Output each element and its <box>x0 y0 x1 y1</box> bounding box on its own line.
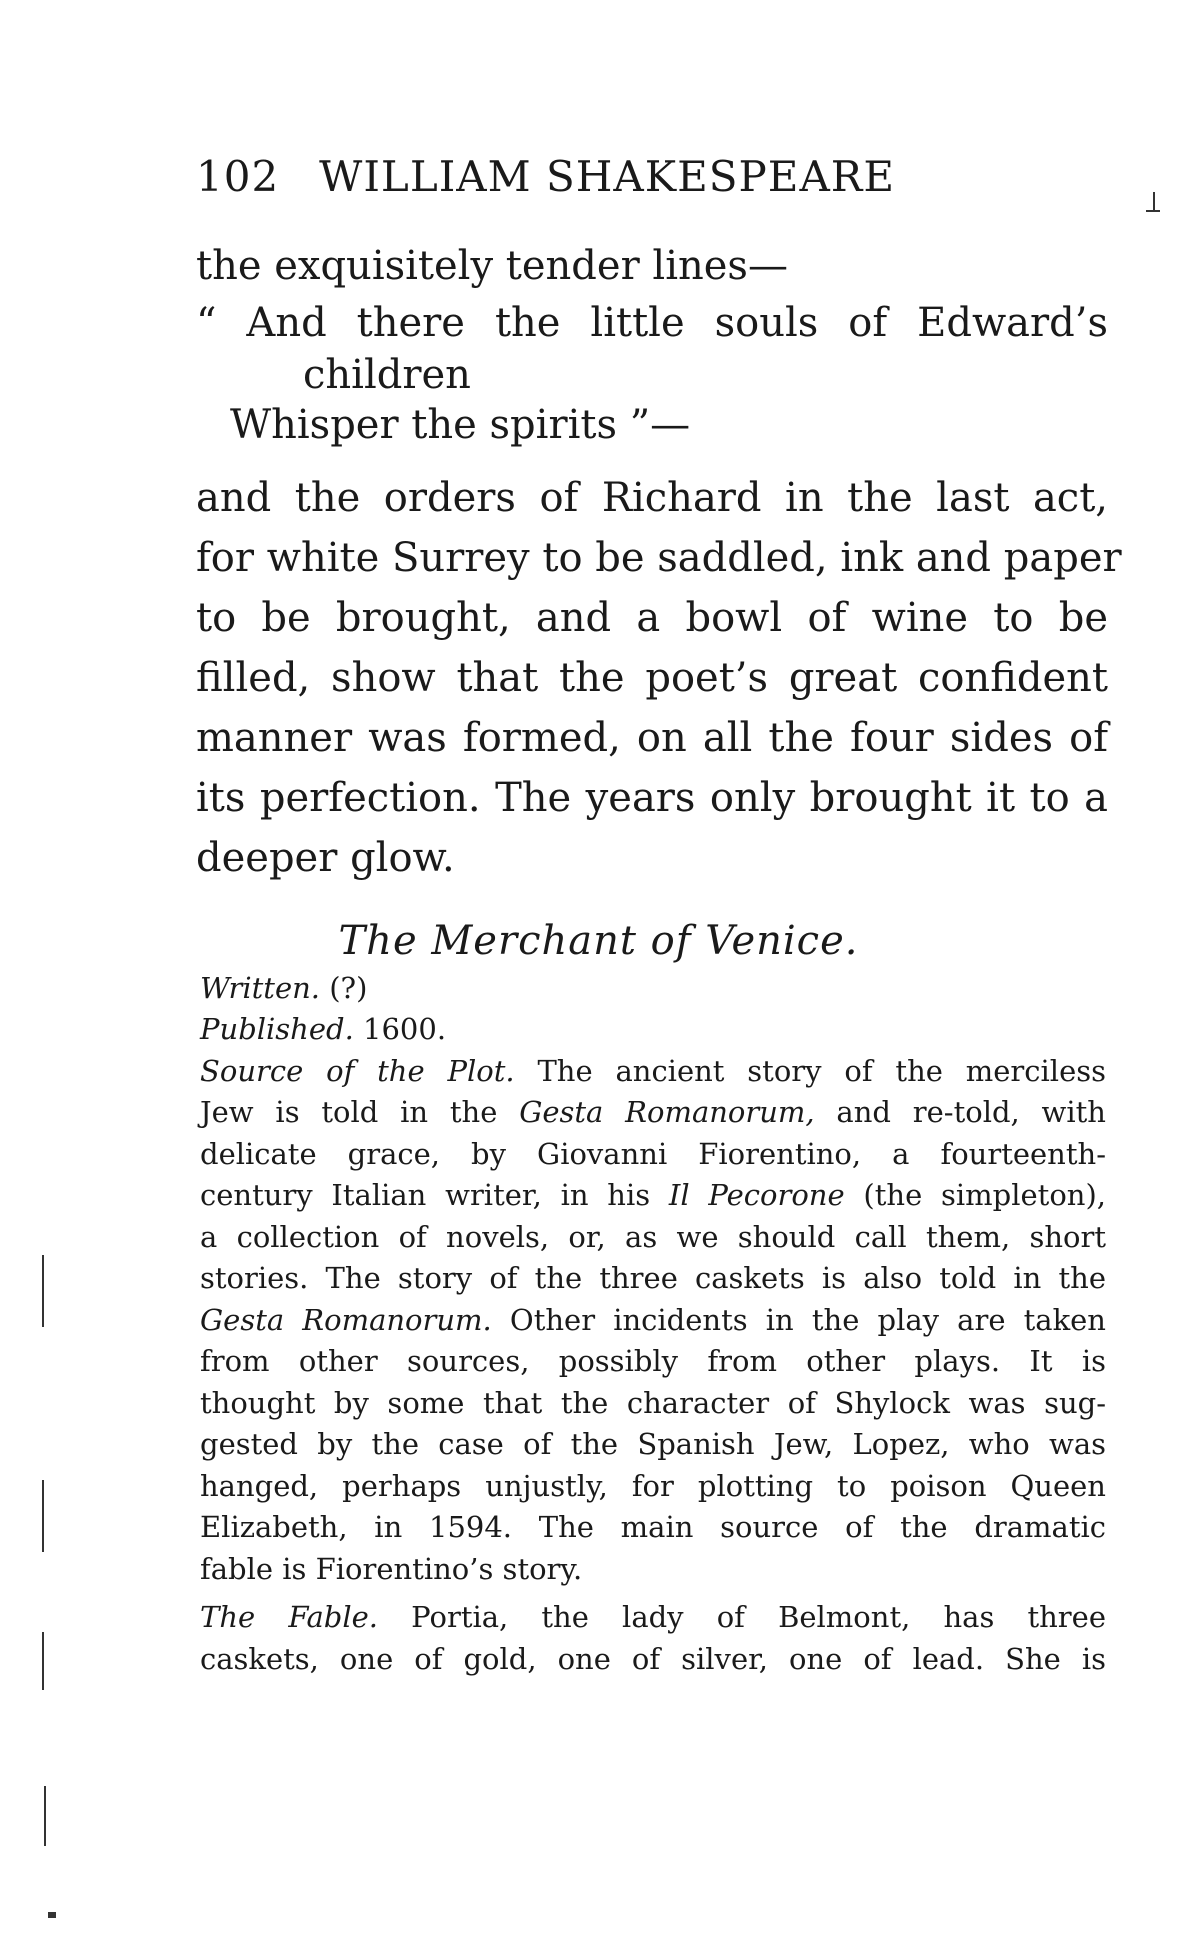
section-title: The Merchant of Venice. <box>338 918 859 964</box>
source-line: Source of the Plot. The ancient story of the merciless <box>200 1054 1106 1088</box>
source-label: Source of the Plot. <box>200 1054 515 1088</box>
para-line: for white Surrey to be saddled, ink and paper <box>196 535 1122 581</box>
fable-line: caskets, one of gold, one of silver, one of lead. She is <box>200 1642 1106 1676</box>
para-line: and the orders of Richard in the last act, <box>196 475 1108 521</box>
quote-line-2: children <box>303 352 471 398</box>
book-title: Il Pecorone <box>668 1178 845 1212</box>
intro-line: the exquisitely tender lines— <box>196 243 788 289</box>
source-line: Jew is told in the Gesta Romanorum, and re-told, with <box>200 1095 1106 1129</box>
para-line: deeper glow. <box>196 835 455 881</box>
scan-mark <box>42 1255 44 1327</box>
para-line: its perfection. The years only brought it to a <box>196 775 1108 821</box>
scan-mark <box>42 1632 44 1690</box>
running-header <box>196 152 895 201</box>
quote-line-1: “ And there the little souls of Edward’s <box>196 300 1108 346</box>
para-line: manner was formed, on all the four sides of <box>196 715 1108 761</box>
para-line: to be brought, and a bowl of wine to be <box>196 595 1108 641</box>
source-line: century Italian writer, in his Il Pecorone (the simpleton), <box>200 1178 1106 1212</box>
source-line: Elizabeth, in 1594. The main source of the dramatic <box>200 1510 1106 1544</box>
source-line: stories. The story of the three caskets is also told in the <box>200 1261 1106 1295</box>
source-line: a collection of novels, or, as we should call them, short <box>200 1220 1106 1254</box>
written-label: Written. <box>200 971 321 1005</box>
quote-line-3: Whisper the spirits ”— <box>230 402 691 448</box>
published-line <box>200 1009 1106 1051</box>
scan-mark <box>1153 192 1155 212</box>
scan-mark <box>42 1480 44 1552</box>
book-title: Gesta Romanorum, <box>519 1095 815 1129</box>
fable-line: The Fable. Portia, the lady of Belmont, has three <box>200 1600 1106 1634</box>
scan-mark <box>1146 210 1160 212</box>
book-title: Gesta Romanorum. <box>200 1303 492 1337</box>
running-title: WILLIAM SHAKESPEARE <box>319 152 896 201</box>
written-value: (?) <box>320 971 368 1005</box>
source-line: from other sources, possibly from other plays. It is <box>200 1344 1106 1378</box>
source-line: hanged, perhaps unjustly, for plotting to poison Queen <box>200 1469 1106 1503</box>
source-line: Gesta Romanorum. Other incidents in the play are taken <box>200 1303 1106 1337</box>
source-line: thought by some that the character of Shylock was sug- <box>200 1386 1106 1420</box>
source-line: fable is Fiorentino’s story. <box>200 1552 583 1586</box>
published-label: Published. <box>200 1012 354 1046</box>
source-line: delicate grace, by Giovanni Fiorentino, a fourteenth- <box>200 1137 1106 1171</box>
source-line: gested by the case of the Spanish Jew, Lopez, who was <box>200 1427 1106 1461</box>
scan-mark <box>48 1912 56 1918</box>
fable-label: The Fable. <box>200 1600 378 1634</box>
published-value: 1600. <box>353 1012 447 1046</box>
para-line: filled, show that the poet’s great confident <box>196 655 1108 701</box>
page-number: 102 <box>196 152 280 201</box>
written-line <box>200 968 1106 1010</box>
scan-mark <box>44 1786 46 1846</box>
